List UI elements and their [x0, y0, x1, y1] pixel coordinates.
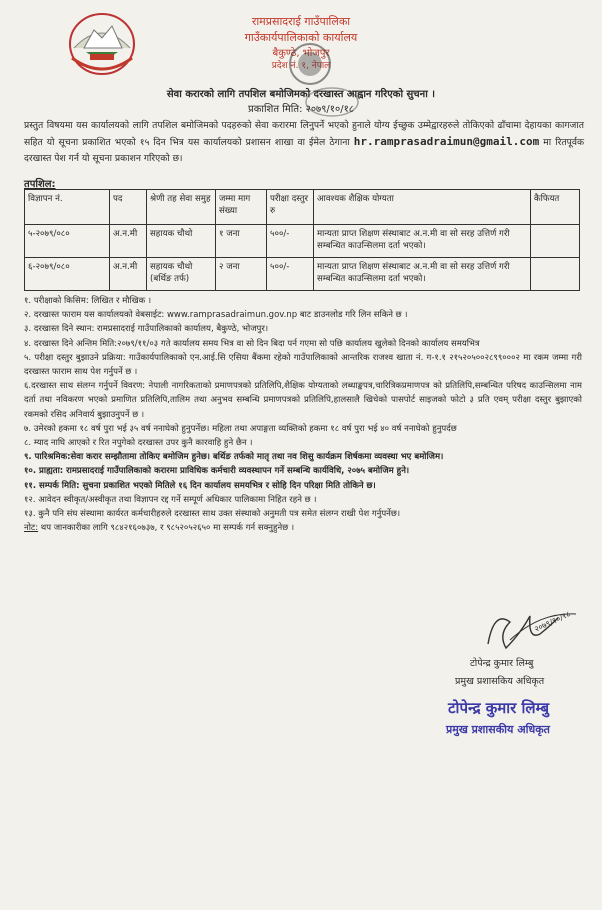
cell-post: अ.न.मी [110, 258, 147, 291]
cell-qualification: मान्यता प्राप्त शिक्षण संस्थाबाट अ.न.मी वा सो सरह उत्तिर्ण गरी सम्बन्धित काउन्सिलमा दर्ता भएको। [314, 225, 531, 258]
cell-fee: ५००/- [267, 225, 314, 258]
col-header-post: पद [110, 190, 147, 225]
note-item: ११. सम्पर्क मिति: सुचना प्रकाशित भएको मितिले १६ दिन कार्यालय समयभित्र र सोहि दिन परिक्षा मिति तोकिने छ। [24, 480, 376, 491]
published-date: प्रकाशित मिति: २०७९/१०/१८ [248, 104, 354, 115]
vacancy-table [24, 189, 580, 291]
cell-remarks [531, 225, 580, 258]
note-item: १३. कुनै पनि संघ संस्थामा कार्यरत कर्मचारीहरुले दरखास्त साथ उक्त संस्थाको अनुमती पत्र समेत संलग्न राखी पेश गर्नुपर्नेछ। [24, 509, 401, 520]
notice-subject: सेवा करारको लागि तपशिल बमोजिमको दरखास्त आह्वान गरिएको सुचना । [166, 89, 436, 100]
office-address: बैकुण्ठे, भोजपुर [272, 48, 330, 59]
table-label: तपशिल: [24, 179, 56, 190]
cell-remarks [531, 258, 580, 291]
note-item: ६.दरखास्त साथ संलग्न गर्नुपर्ने विवरण: नेपाली नागरिकताको प्रमाणपत्रको प्रतिलिपि,शैक्षिक योग्यताको लब्धाङ्कपत्र,चारित्रिकप्रमाणपत्र को प्रतिलिपि,सम्बन्धित परिषद काउन्सिलमा नाम दर्ता तथा नविकरण भएको प्रमाणित प्रतिलिपि,तालिम तथा अनुभव सम्बन्धि प्रमाणपत्रको प्रतिलिपि,हालसालै खिचेको पासपोर्ट साइजको फोटो ३ प्रति एवम् परीक्षा दस्तुर बुझाएको रकमको रसिद अनिवार्य बुझाउनुपर्ने छ । [24, 381, 582, 420]
col-header-ad-no: विज्ञापन नं. [25, 190, 110, 225]
table-row [25, 258, 580, 291]
intro-text: प्रस्तुत विषयमा यस कार्यालयको लागि तपशिल बमोजिमको पदहरुको सेवा करारमा लिनुपर्ने भएको हुनाले योग्य ईच्छुक उम्मेद्वारहरुले तोकिएको ढाँचामा देहायका कागजात सहित यो सूचना प्रकाशित भएको १५ दिन भित्र यस कार्यालयको प्रशासन शाखा वा ईमेल ठेगाना [24, 120, 584, 148]
cell-ad-no: ६-२०७९/०८० [25, 258, 110, 291]
note-item: ४. दरखास्त दिने अन्तिम मिति:२०७९/११/०३ गते कार्यालय समय भित्र वा सो दिन बिदा पर्न गएमा सो पछि कार्यालय खुलेको दिनको कार्यालय समयभित्र [24, 338, 480, 349]
cell-level: सहायक चौथो [147, 225, 216, 258]
signature-date: २०७९/१०/१८ [533, 609, 572, 634]
col-header-level: श्रेणी तह सेवा समुह [147, 190, 216, 225]
notes-list [24, 294, 582, 535]
intro-text-end: मा रितपूर्वक दरखास्त पेश गर्न यो सूचना प्रकाशन गरिएको छ। [24, 137, 584, 164]
stamp-designation: प्रमुख प्रशासकीय अधिकृत [446, 723, 550, 736]
note-item: १२. आवेदन स्वीकृत/अस्वीकृत तथा विज्ञापन रद्द गर्ने सम्पूर्ण अधिकार पालिकामा निहित रहने छ । [24, 494, 317, 505]
note-item: १०. प्राह्यता: रामप्रसादराई गाउँपालिकाको करारमा प्राविधिक कर्मचारी व्यवस्थापन गर्ने सम्बन्धि कार्यविधि, २०७५ बमोजिम हुने। [24, 466, 410, 477]
note-item: १. परीक्षाको किसिम: लिखित र मौखिक । [24, 296, 152, 306]
contact-note [24, 521, 582, 535]
note-item: ५. परीक्षा दस्तुर बुझाउने प्रक्रिया: गाउँकार्यपालिकाको एन.आई.सि एसिया बैंकमा रहेको गाउँपालिकाको आन्तरिक राजश्व खाता नं. ग-१.१ २१५२०५००२८९९०००२ मा रकम जम्मा गरी दरखास्त फाराम साथ पेश गर्नुपर्ने छ । [24, 352, 582, 378]
note-item: ७. उमेरको हकमा १८ वर्ष पुरा भई ३५ वर्ष ननाघेको हुनुपर्नेछ। महिला तथा अपाङ्गता व्यक्तिको हकमा १८ वर्ष पुरा भई ४० वर्ष ननाघेको हुनुपर्दछ [24, 423, 457, 434]
office-province: प्रदेश नं. १, नेपाल [271, 61, 331, 71]
signatory-designation: प्रमुख प्रशासकिय अधिकृत [455, 676, 545, 687]
note-item: ३. दरखास्त दिने स्थान: रामप्रसादराई गाउँपालिकाको कार्यालय, बैकुण्ठे, भोजपुर। [24, 324, 269, 335]
cell-level: सहायक चौथो (बर्थिङ तर्फ) [147, 258, 216, 291]
col-header-fee: परीक्षा दस्तुर रु [267, 190, 314, 225]
cell-count: २ जना [216, 258, 267, 291]
col-header-remarks: कैफियत [531, 190, 580, 225]
office-subtitle: गाउँकार्यपालिकाको कार्यालय [244, 31, 358, 44]
note-item: ९. पारिश्रमिक:सेवा करार सम्झौतामा तोकिए बमोजिम हुनेछ। बर्थिङ तर्फको मातृ तथा नव शिसु कार्यक्रम शिर्षकमा व्यवस्था भए बमोजिम। [24, 452, 444, 463]
email-address: hr.ramprasadraimun@gmail.com [353, 135, 540, 148]
cell-fee: ५००/- [267, 258, 314, 291]
col-header-qualification: आवश्यक शैक्षिक योग्यता [314, 190, 531, 225]
office-name: रामप्रसादराई गाउँपालिका [251, 15, 351, 28]
cell-count: १ जना [216, 225, 267, 258]
col-header-count: जम्मा माग संख्या [216, 190, 267, 225]
contact-note-text: थप जानकारीका लागि ९८४२१६०७३७, र ९८५२०५२६५० मा सम्पर्क गर्न सक्नुहुनेछ । [38, 523, 295, 534]
stamp-name: टोपेन्द्र कुमार लिम्बु [448, 699, 550, 717]
intro-paragraph [24, 118, 584, 167]
cell-post: अ.न.मी [110, 225, 147, 258]
table-row [25, 225, 580, 258]
signatory-name: टोपेन्द्र कुमार लिम्बु [470, 658, 534, 669]
note-label: नोट: [24, 523, 39, 534]
note-item: २. दरखास्त फाराम यस कार्यालयको वेबसाईट: www.ramprasadraimun.gov.np बाट डाउनलोड गरि लिन सकिने छ । [24, 310, 408, 321]
note-item: ८. म्याद नाघि आएको र रित नपुगेको दरखास्त उपर कुनै कारवाहि हुने छैन । [24, 438, 253, 449]
signature-icon [480, 604, 580, 656]
cell-qualification: मान्यता प्राप्त शिक्षण संस्थाबाट अ.न.मी वा सो सरह उत्तिर्ण गरी सम्बन्धित काउन्सिलमा दर्ता भएको। [314, 258, 531, 291]
table-header-row [25, 190, 580, 225]
cell-ad-no: ५-२०७९/०८० [25, 225, 110, 258]
